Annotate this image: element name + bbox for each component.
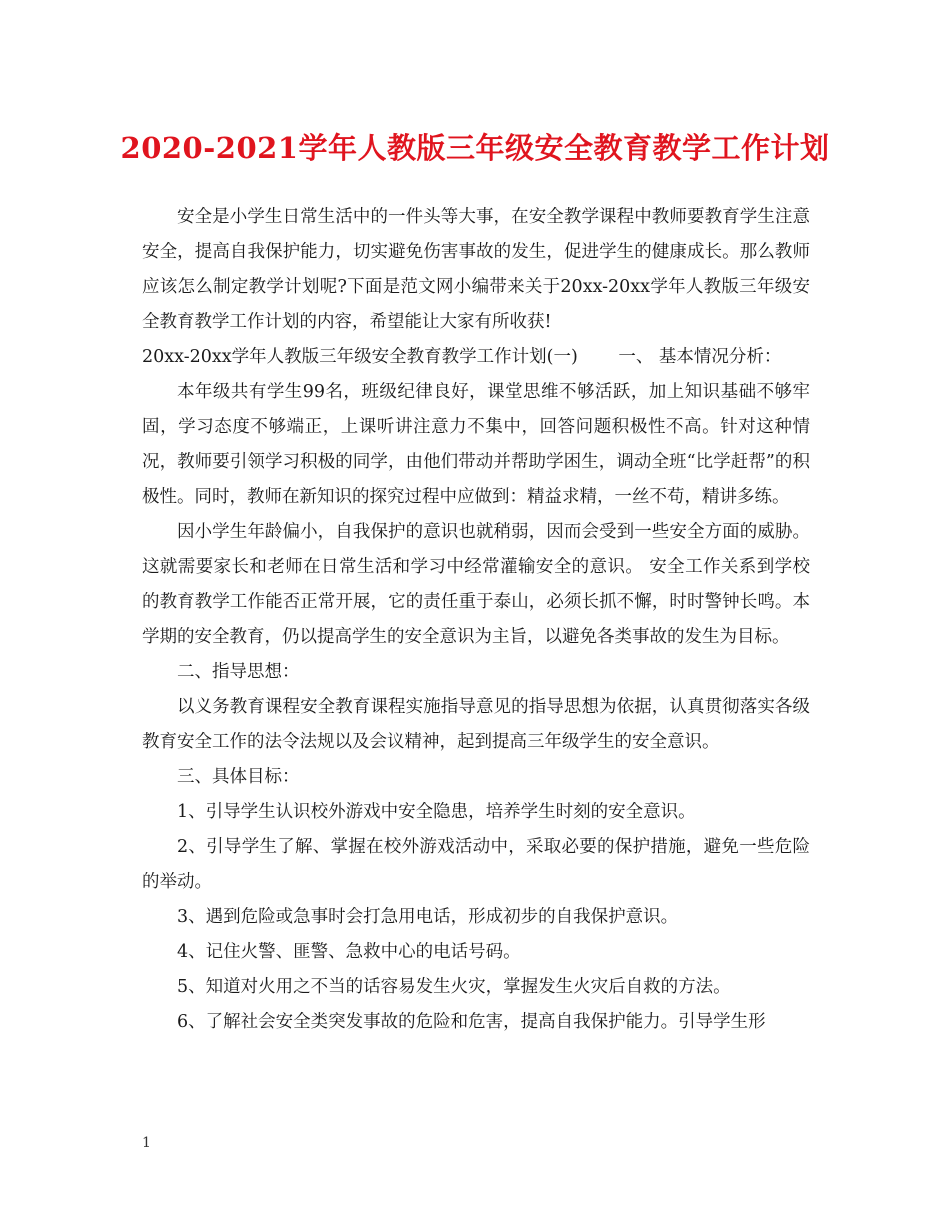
paragraph-guiding-thought: 以义务教育课程安全教育课程实施指导意见的指导思想为依据，认真贯彻落实各级教育安全工作的法令法规以及会议精神，起到提高三年级学生的安全意识。 [142, 697, 810, 752]
page-number: 1 [142, 1135, 151, 1151]
goal-item-3: 3、遇到危险或急事时会打急用电话，形成初步的自我保护意识。 [177, 907, 679, 927]
paragraph-plan-heading: 20xx-20xx学年人教版三年级安全教育教学工作计划(一) 一、 基本情况分析： [142, 347, 782, 367]
paragraph-intro: 安全是小学生日常生活中的一件头等大事，在安全教学课程中教师要教育学生注意安全，提高自我保护能力，切实避免伤害事故的发生，促进学生的健康成长。那么教师应该怎么制定教学计划呢?下面是范文网小编带来关于20xx-20xx学年人教版三年级安全教育教学工作计划的内容，希望能让大家有所收获! [142, 207, 810, 332]
paragraph-safety-awareness: 因小学生年龄偏小，自我保护的意识也就稍弱，因而会受到一些安全方面的威胁。这就需要家长和老师在日常生活和学习中经常灌输安全的意识。 安全工作关系到学校的教育教学工作能否正常开展，它的责任重于泰山，必须长抓不懈，时时警钟长鸣。本学期的安全教育，仍以提高学生的安全意识为主旨，以避免各类事故的发生为目标。 [142, 522, 810, 647]
goal-item-4: 4、记住火警、匪警、急救中心的电话号码。 [177, 942, 521, 962]
goal-item-1: 1、引导学生认识校外游戏中安全隐患，培养学生时刻的安全意识。 [177, 802, 696, 822]
document-body [142, 200, 810, 1040]
section-heading-specific-goals: 三、具体目标： [177, 767, 300, 787]
goal-item-5: 5、知道对火用之不当的话容易发生火灾，掌握发生火灾后自救的方法。 [177, 977, 731, 997]
goal-item-2: 2、引导学生了解、掌握在校外游戏活动中，采取必要的保护措施，避免一些危险的举动。 [142, 837, 810, 892]
paragraph-class-situation: 本年级共有学生99名，班级纪律良好，课堂思维不够活跃，加上知识基础不够牢固，学习态度不够端正，上课听讲注意力不集中，回答问题积极性不高。针对这种情况，教师要引领学习积极的同学，由他们带动并帮助学困生，调动全班“比学赶帮”的积极性。同时，教师在新知识的探究过程中应做到：精益求精，一丝不苟，精讲多练。 [142, 382, 810, 507]
document-title: 2020-2021学年人教版三年级安全教育教学工作计划 [120, 131, 830, 165]
section-heading-guiding-thought: 二、指导思想： [177, 662, 300, 682]
goal-item-6: 6、了解社会安全类突发事故的危险和危害，提高自我保护能力。引导学生形 [177, 1012, 766, 1032]
